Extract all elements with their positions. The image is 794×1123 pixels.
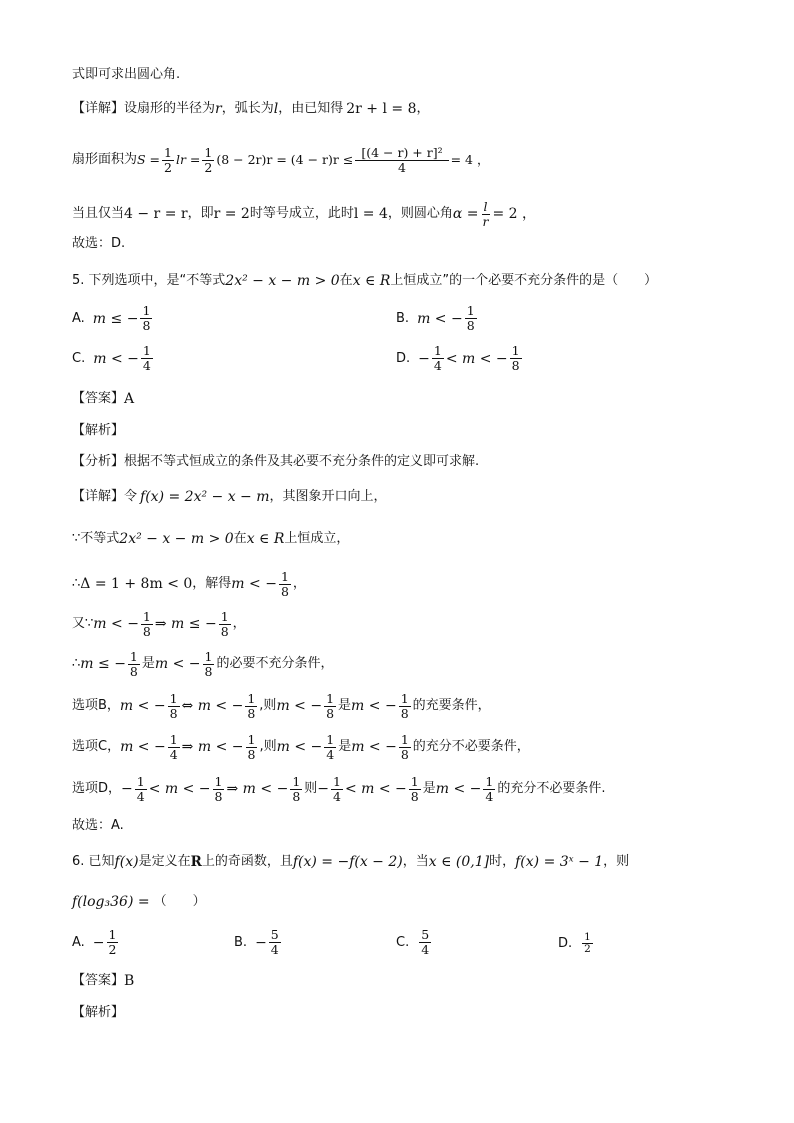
- math-expr: = 4 ，: [450, 152, 490, 167]
- analysis-tag: 【分析】: [72, 454, 125, 469]
- math-expr: r = 2: [213, 206, 250, 222]
- answer-line: [72, 390, 134, 408]
- option-a: A. m ≤ − $\frac{1}{8}$: [72, 303, 151, 333]
- answer-tag: 【答案】: [72, 973, 125, 988]
- answer-value: A: [124, 391, 135, 407]
- question-6: 6. 已知 f(x) 是定义在 R 上的奇函数，且 f(x) = −f(x − 2) ，当 x ∈ (0,1] 时， f(x) = 3ˣ − 1 ，则: [72, 854, 630, 870]
- detail-tag: 【详解】: [72, 489, 125, 504]
- text: ，弧长为: [221, 101, 274, 116]
- detail-tag: 【详解】: [72, 101, 125, 116]
- text-line: [72, 817, 124, 835]
- text: 当且仅当: [72, 206, 125, 221]
- analysis-tag: 【解析】: [72, 423, 125, 438]
- option-b: B. − $\frac{5}{4}$: [234, 927, 279, 957]
- math-expr: = 2 ，: [492, 206, 537, 222]
- answer-value: B: [124, 973, 135, 989]
- paragraph-text: 故选：A.: [72, 818, 124, 833]
- math-expr: α =: [452, 206, 479, 222]
- step-line: ∴ m ≤ − $\frac{1}{8}$ 是 m < − $\frac{1}{8}$ 的必要不充分条件，: [72, 648, 334, 679]
- step-line-option-d: 选项D， − $\frac{1}{4}$ < m < − $\frac{1}{8}$ ⇒ m < − $\frac{1}{8}$ 则 − $\frac{1}{4}$ < m < − $\frac{1}{8}$ 是 m < − $\frac{1}{4}$ 的充分不必要条件.: [72, 773, 606, 804]
- text: ，则圆心角: [387, 206, 453, 221]
- text-line: [72, 66, 180, 84]
- analysis-text: 根据不等式恒成立的条件及其必要不充分条件的定义即可求解.: [124, 454, 480, 469]
- step-line: ∵不等式 2x² − x − m > 0 在 x ∈ R 上恒成立，: [72, 531, 350, 547]
- option-d: D. − $\frac{1}{4}$ < m < − $\frac{1}{8}$: [396, 343, 520, 373]
- math-expr: 2r + l = 8: [346, 101, 417, 117]
- math-expr: 4 − r = r: [124, 206, 188, 222]
- text: 上恒成立”的一个必要不充分条件的是（ ）: [390, 273, 658, 288]
- step-line-option-c: 选项C， m < − $\frac{1}{4}$ ⇒ m < − $\frac{1}{8}$ ,则 m < − $\frac{1}{4}$ 是 m < − $\frac{1}{8}$ 的充分不必要条件，: [72, 731, 530, 762]
- paragraph-text: 故选：D.: [72, 236, 126, 251]
- math-expr: x ∈ R: [352, 273, 391, 289]
- math-expr: S =: [137, 152, 161, 167]
- text: 扇形面积为: [72, 152, 138, 167]
- math-expr: l = 4: [353, 206, 388, 222]
- math-var: r: [215, 101, 222, 117]
- analysis-heading: [72, 422, 124, 440]
- analysis-tag: 【解析】: [72, 1005, 125, 1020]
- text: 时等号成立，此时: [249, 206, 354, 221]
- analysis-line: [72, 453, 479, 471]
- text: 设扇形的半径为: [124, 101, 216, 116]
- fraction: $\frac{l}{r}$: [482, 198, 489, 229]
- fraction: $\frac{1}{2}$: [204, 144, 213, 175]
- text: ，由已知得: [278, 101, 344, 116]
- option-a: A. − $\frac{1}{2}$: [72, 927, 117, 957]
- math-expr: 2x² − x − m > 0: [225, 273, 340, 289]
- option-c: C. m < − $\frac{1}{4}$: [72, 343, 151, 373]
- question-5: [72, 272, 657, 290]
- option-b: B. m < − $\frac{1}{8}$: [396, 303, 475, 333]
- math-var: l: [273, 101, 279, 117]
- fraction: $\frac{\text{[(4 − r) + r]²}}{4}$: [355, 146, 448, 175]
- fraction: $\frac{1}{2}$: [164, 144, 172, 175]
- math-expr: lr =: [175, 152, 201, 167]
- text: 在: [339, 273, 353, 288]
- text: ，: [416, 101, 430, 116]
- question-6-line2: f(log₃36) = （ ）: [72, 894, 206, 910]
- text-line: [72, 235, 125, 253]
- text: ，即: [187, 206, 214, 221]
- paragraph-text: 式即可求出圆心角.: [72, 67, 181, 82]
- analysis-heading: [72, 1004, 124, 1022]
- question-text: 6. 已知: [72, 854, 115, 869]
- option-c: C. $\frac{5}{4}$: [396, 927, 430, 957]
- step-line-option-b: 选项B， m < − $\frac{1}{8}$ ⇔ m < − $\frac{1}{8}$ ,则 m < − $\frac{1}{8}$ 是 m < − $\frac{1}{8}$ 的充要条件，: [72, 690, 491, 721]
- answer-tag: 【答案】: [72, 391, 125, 406]
- math-expr: (8 − 2r)r = (4 − r)r ≤: [216, 152, 354, 167]
- detail-line: 【详解】 令 f(x) = 2x² − x − m ，其图象开口向上，: [72, 489, 387, 505]
- step-line: 又∵ m < − $\frac{1}{8}$ ⇒ m ≤ − $\frac{1}{8}$ ，: [72, 608, 246, 639]
- area-line: [72, 140, 489, 180]
- detail-line: [72, 100, 430, 118]
- math-expr: f(x) = 2x² − x − m: [140, 489, 270, 505]
- question-text: 5. 下列选项中，是“不等式: [72, 273, 226, 288]
- step-line: ∴ Δ = 1 + 8m < 0 ，解得 m < − $\frac{1}{8}$ ，: [72, 568, 306, 599]
- answer-line: [72, 972, 134, 990]
- option-d: D. $\frac{1}{2}$: [558, 931, 591, 955]
- equality-line: [72, 196, 536, 232]
